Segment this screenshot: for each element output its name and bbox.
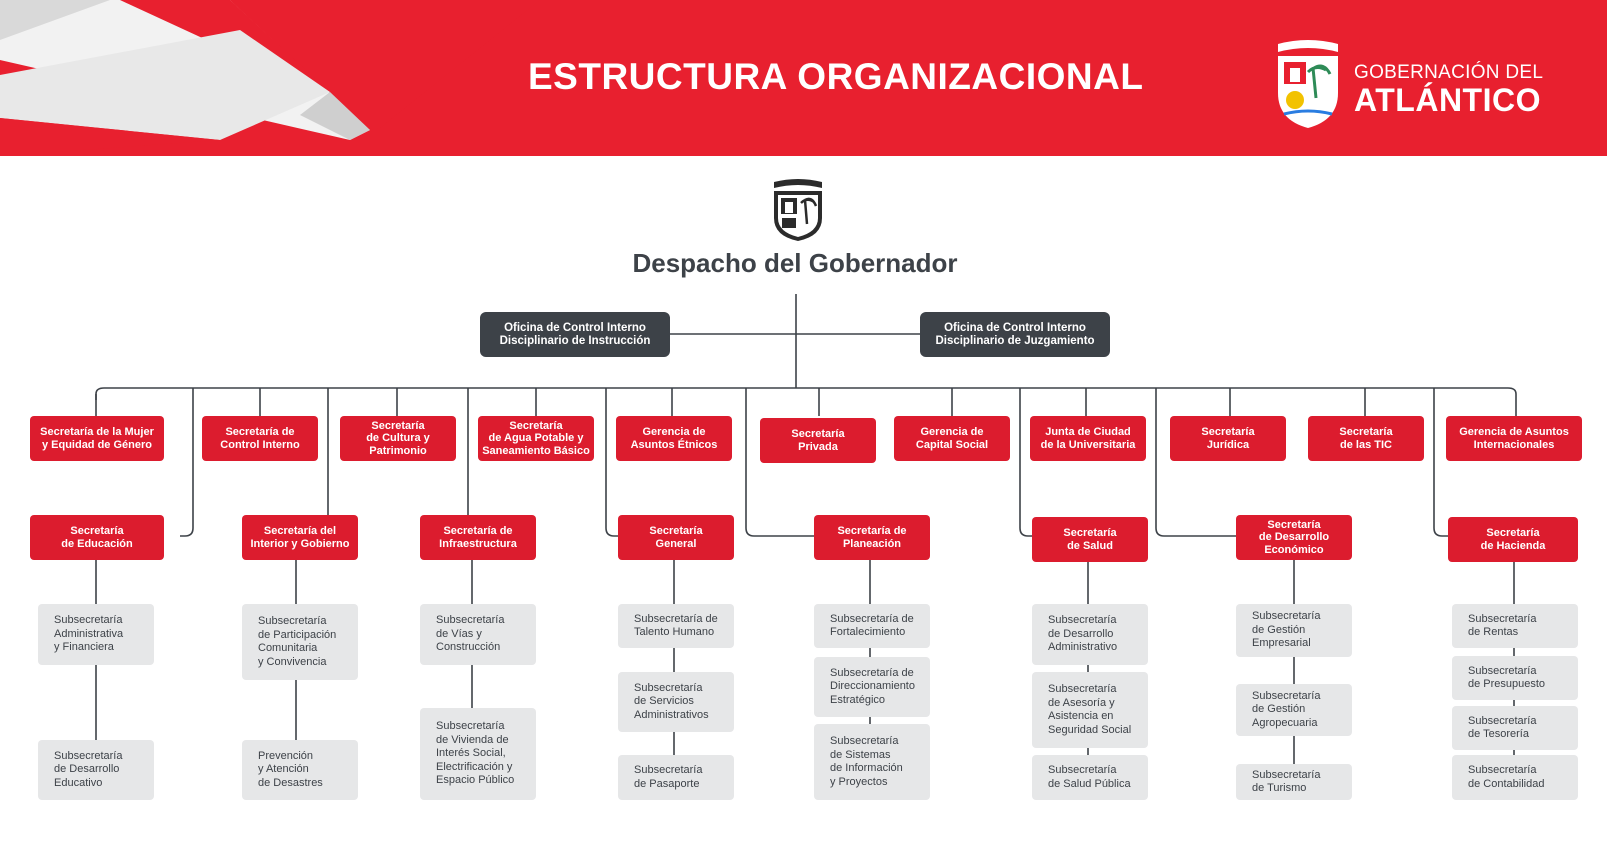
node-privada: Secretaría Privada [760, 418, 876, 463]
node-mujer-equidad: Secretaría de la Mujer y Equidad de Género [30, 416, 164, 461]
sub-rentas: Subsecretaría de Rentas [1452, 604, 1578, 648]
sub-presupuesto: Subsecretaría de Presupuesto [1452, 656, 1578, 700]
office-instruccion: Oficina de Control Interno Disciplinario de Instrucción [480, 312, 670, 357]
sub-administrativa-financiera: Subsecretaría Administrativa y Financiera [38, 604, 154, 665]
node-interior-gobierno: Secretaría del Interior y Gobierno [242, 515, 358, 560]
node-infraestructura: Secretaría de Infraestructura [420, 515, 536, 560]
node-cultura-patrimonio: Secretaría de Cultura y Patrimonio [340, 416, 456, 461]
node-juridica: Secretaría Jurídica [1170, 416, 1286, 461]
despacho-title: Despacho del Gobernador [632, 248, 958, 278]
sub-fortalecimiento: Subsecretaría de Fortalecimiento [814, 604, 930, 648]
node-control-interno: Secretaría de Control Interno [202, 416, 318, 461]
sub-contabilidad: Subsecretaría de Contabilidad [1452, 755, 1578, 800]
node-hacienda: Secretaría de Hacienda [1448, 517, 1578, 562]
brand-line1: GOBERNACIÓN DEL [1354, 62, 1544, 83]
sub-prevencion-desastres: Prevención y Atención de Desastres [242, 740, 358, 800]
sub-participacion-comunitaria: Subsecretaría de Participación Comunitaria y Convivencia [242, 604, 358, 680]
sub-turismo: Subsecretaría de Turismo [1236, 764, 1352, 800]
node-educacion: Secretaría de Educación [30, 515, 164, 560]
node-tic: Secretaría de las TIC [1308, 416, 1424, 461]
node-asuntos-internacionales: Gerencia de Asuntos Internacionales [1446, 416, 1582, 461]
sub-vivienda-interes-social: Subsecretaría de Vivienda de Interés Social, Electrificación y Espacio Público [420, 708, 536, 800]
sub-gestion-agropecuaria: Subsecretaría de Gestión Agropecuaria [1236, 684, 1352, 736]
node-agua-potable: Secretaría de Agua Potable y Saneamiento Básico [478, 416, 594, 461]
node-capital-social: Gerencia de Capital Social [894, 416, 1010, 461]
sub-vias-construccion: Subsecretaría de Vías y Construcción [420, 604, 536, 665]
sub-tesoreria: Subsecretaría de Tesorería [1452, 706, 1578, 750]
node-desarrollo-economico: Secretaría de Desarrollo Económico [1236, 515, 1352, 560]
sub-asesoria-seguridad-social: Subsecretaría de Asesoría y Asistencia en Seguridad Social [1032, 672, 1148, 748]
sub-direccionamiento-estrategico: Subsecretaría de Direccionamiento Estratégico [814, 657, 930, 717]
node-ciudad-universitaria: Junta de Ciudad de la Universitaria [1030, 416, 1146, 461]
office-juzgamiento: Oficina de Control Interno Disciplinario de Juzgamiento [920, 312, 1110, 357]
brand-line2: ATLÁNTICO [1354, 82, 1541, 118]
sub-servicios-administrativos: Subsecretaría de Servicios Administrativos [618, 672, 734, 732]
node-salud: Secretaría de Salud [1032, 517, 1148, 562]
sub-salud-publica: Subsecretaría de Salud Pública [1032, 755, 1148, 800]
sub-desarrollo-educativo: Subsecretaría de Desarrollo Educativo [38, 740, 154, 800]
page-title: ESTRUCTURA ORGANIZACIONAL [528, 56, 1144, 97]
node-general: Secretaría General [618, 515, 734, 560]
sub-sistemas-informacion: Subsecretaría de Sistemas de Información y Proyectos [814, 724, 930, 800]
node-asuntos-etnicos: Gerencia de Asuntos Étnicos [616, 416, 732, 461]
sub-gestion-empresarial: Subsecretaría de Gestión Empresarial [1236, 604, 1352, 657]
sub-pasaporte: Subsecretaría de Pasaporte [618, 755, 734, 800]
node-planeacion: Secretaría de Planeación [814, 515, 930, 560]
sub-talento-humano: Subsecretaría de Talento Humano [618, 604, 734, 648]
sub-desarrollo-administrativo: Subsecretaría de Desarrollo Administrativo [1032, 604, 1148, 665]
